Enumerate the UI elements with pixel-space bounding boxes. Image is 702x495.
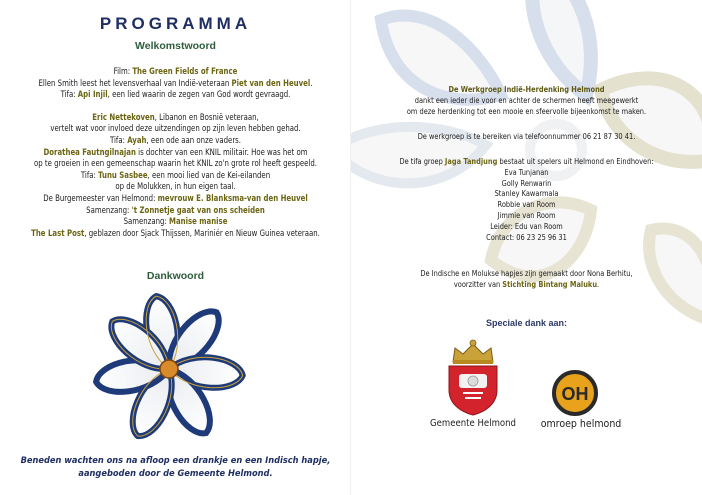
workgroup-block bbox=[369, 84, 685, 116]
sponsor-omroep-helmond: omroep helmond bbox=[540, 418, 622, 430]
program-line bbox=[18, 206, 334, 218]
program-highlight: mevrouw E. Blanksma-van den Heuvel bbox=[157, 193, 308, 204]
tifa-group-name: Jaga Tandjung bbox=[444, 156, 498, 166]
omroep-helmond-logo bbox=[552, 370, 598, 416]
gemeente-helmond-crest bbox=[445, 338, 501, 416]
program-text: , een mooi lied van de Kei-eilanden bbox=[147, 170, 271, 181]
program-highlight: Piet van den Heuvel bbox=[231, 78, 311, 89]
program-highlight: Dorathea Fautngilnajan bbox=[43, 147, 136, 158]
tifa-block bbox=[369, 156, 685, 242]
program-line bbox=[18, 217, 334, 229]
welcome-heading: Welkomstwoord bbox=[135, 40, 216, 52]
group-contact: Contact: 06 23 25 96 31 bbox=[486, 231, 567, 242]
phone-line: De werkgroep is te bereiken via telefoonnummer 06 21 87 30 41. bbox=[417, 131, 636, 141]
program-line bbox=[18, 194, 334, 206]
sponsor-gemeente-helmond: Gemeente Helmond bbox=[430, 418, 516, 429]
program-line bbox=[18, 136, 334, 148]
program-text: op de Molukken, in hun eigen taal. bbox=[115, 182, 236, 193]
program-highlight: Manise manise bbox=[169, 217, 228, 228]
workgroup-title: De Werkgroep Indië-Herdenking Helmond bbox=[448, 84, 605, 94]
omroep-logo-mark: OH bbox=[561, 384, 589, 404]
program-text: vertelt wat voor invloed deze uitzendingen op zijn leven hebben gehad. bbox=[50, 124, 301, 135]
program-text: op te groeien in een gemeenschap waarin het KNIL zo'n grote rol heeft gespeeld. bbox=[34, 159, 317, 170]
food-credits bbox=[369, 268, 685, 290]
member-2: Golly Renwarin bbox=[501, 177, 552, 188]
foundation-name: Stichting Bintang Maluku bbox=[502, 278, 598, 289]
program-highlight: Eric Nettekoven bbox=[92, 112, 155, 123]
page-title: PROGRAMMA bbox=[99, 14, 252, 33]
program-line bbox=[18, 148, 334, 160]
program-highlight: The Last Post bbox=[31, 228, 85, 239]
program-line bbox=[18, 229, 334, 241]
program-text: Samenzang: bbox=[123, 217, 170, 228]
tifa-intro: De tifa groep Jaga Tandjung bestaat uit spelers uit Helmond en Eindhoven: bbox=[399, 156, 654, 166]
food-line-2: voorzitter van Stichting Bintang Maluku. bbox=[453, 278, 600, 289]
flower-center bbox=[160, 360, 178, 378]
program-text: , geblazen door Sjack Thijssen, Mariniér en Nieuw Guinea veteraan. bbox=[84, 228, 320, 239]
program-text: De Burgemeester van Helmond: bbox=[43, 193, 158, 204]
right-page bbox=[351, 0, 702, 495]
program-text: , een ode aan onze vaders. bbox=[146, 135, 242, 146]
flower-emblem bbox=[79, 292, 259, 447]
program-highlight: Tunu Sasbee bbox=[98, 170, 148, 181]
closing-note bbox=[0, 455, 351, 480]
workgroup-text-2: om deze herdenking tot een mooie en sfeervolle bijeenkomst te maken. bbox=[406, 105, 647, 116]
member-5: Jimmie van Room bbox=[497, 209, 556, 220]
program-highlight: The Green Fields of France bbox=[132, 67, 238, 77]
program-list bbox=[18, 67, 334, 240]
program-highlight: Ayah bbox=[127, 135, 147, 146]
program-line bbox=[18, 67, 334, 79]
program-highlight: 't Zonnetje gaat van ons scheiden bbox=[131, 205, 265, 216]
food-line-1: De Indische en Molukse hapjes zijn gemaakt door Nona Berhitu, bbox=[420, 268, 633, 278]
member-1: Eva Tunjanan bbox=[504, 166, 549, 177]
program-spacer bbox=[18, 102, 334, 113]
program-line bbox=[18, 90, 334, 102]
program-text: Tifa: bbox=[109, 135, 128, 146]
special-thanks-heading: Speciale dank aan: bbox=[485, 318, 568, 328]
program-highlight: Api Injil bbox=[77, 90, 108, 101]
program-text: Tifa: bbox=[80, 170, 99, 181]
workgroup-text-1: dankt een ieder die voor en achter de schermen heeft meegewerkt bbox=[414, 94, 639, 105]
program-text: , Libanon en Bosnië veteraan, bbox=[154, 112, 259, 123]
member-3: Stanley Kawarmala bbox=[494, 188, 559, 199]
program-text: is dochter van een KNIL militair. Hoe was het om bbox=[135, 147, 308, 158]
thanks-heading: Dankwoord bbox=[146, 270, 205, 282]
program-text: Ellen Smith leest het levensverhaal van Indië-veteraan bbox=[38, 78, 232, 89]
program-text: Film: bbox=[113, 67, 133, 77]
program-text: . bbox=[310, 78, 313, 89]
member-4: Robbie van Room bbox=[497, 199, 556, 210]
program-line bbox=[18, 113, 334, 125]
group-leader: Leider: Edu van Room bbox=[490, 220, 563, 231]
program-text: , een lied waarin de zegen van God wordt gevraagd. bbox=[107, 90, 291, 101]
program-line bbox=[18, 182, 334, 194]
program-text: Samenzang: bbox=[86, 205, 132, 216]
program-text: Tifa: bbox=[60, 90, 78, 101]
program-line bbox=[18, 159, 334, 171]
closing-line-2: aangeboden door de Gemeente Helmond. bbox=[78, 467, 273, 479]
program-line bbox=[18, 171, 334, 183]
program-line bbox=[18, 79, 334, 91]
program-line bbox=[18, 124, 334, 136]
closing-line-1: Beneden wachten ons na afloop een drankje en een Indisch hapje, bbox=[20, 455, 331, 466]
